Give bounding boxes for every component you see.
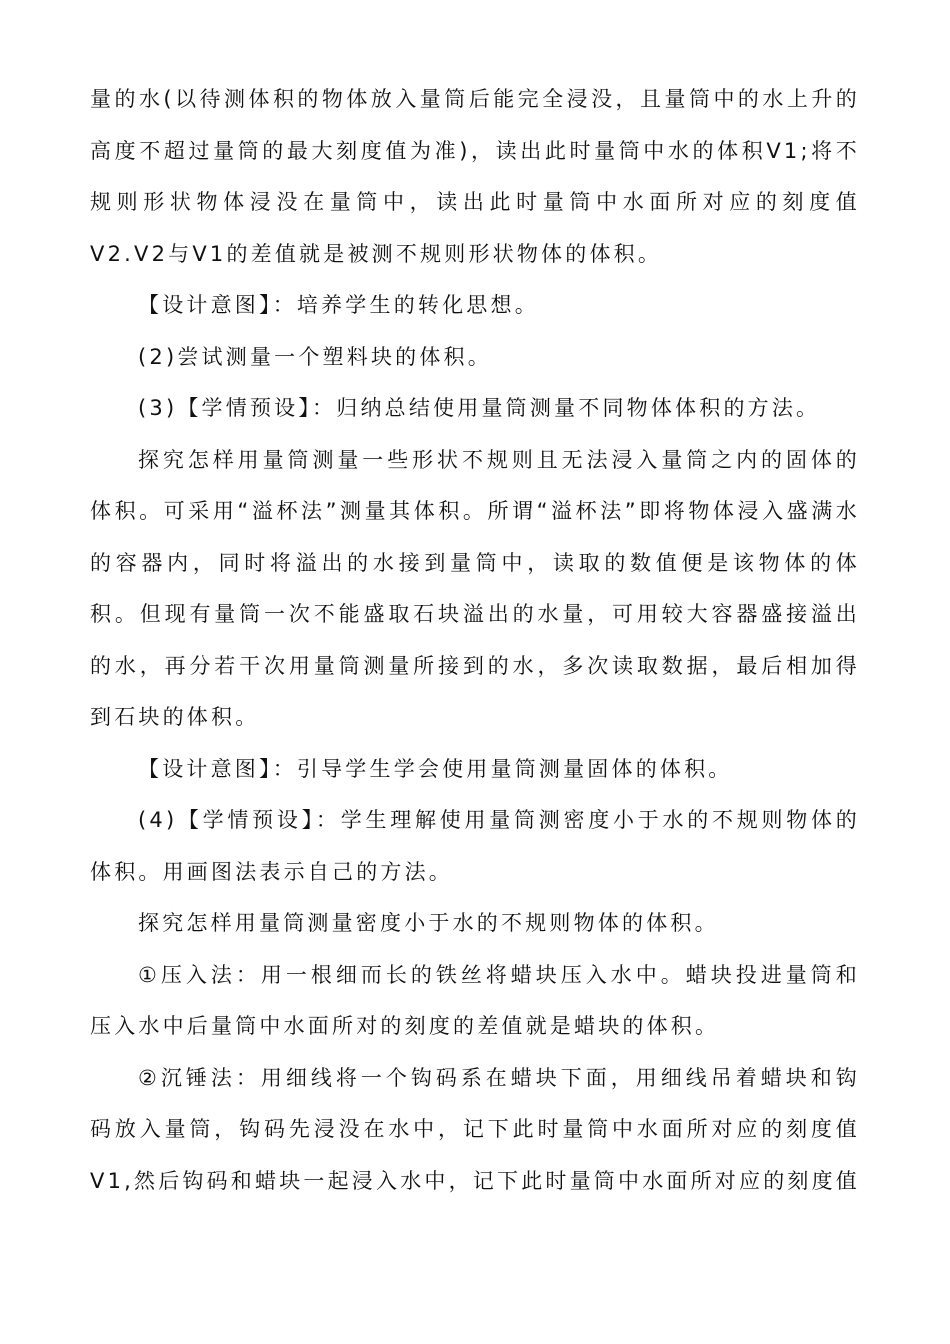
paragraph-design-intent-1: 【设计意图】：培养学生的转化思想。: [138, 293, 539, 317]
paragraph-sinker-method: ②沉锤法：用细线将一个钩码系在蜡块下面，用细线吊着蜡块和钩码放入量筒，钩码先浸没在水中，记下此时量筒中水面所对应的刻度值V1,然后钩码和蜡块一起浸入水中，记下此时量筒中水面所对应的刻度值: [90, 1065, 860, 1193]
paragraph-continuation: 量的水(以待测体积的物体放入量筒后能完全浸没，且量筒中的水上升的高度不超过量筒的最大刻度值为准)，读出此时量筒中水的体积V1;将不规则形状物体浸没在量筒中，读出此时量筒中水面所对应的刻度值V2.V2与V1的差值就是被测不规则形状物体的体积。: [90, 87, 860, 266]
paragraph-step-2: (2)尝试测量一个塑料块的体积。: [138, 344, 492, 369]
paragraph-step-4: (4)【学情预设】：学生理解使用量筒测密度小于水的不规则物体的体积。用画图法表示自己的方法。: [90, 808, 860, 884]
paragraph-design-intent-2: 【设计意图】：引导学生学会使用量筒测量固体的体积。: [138, 756, 733, 781]
paragraph-step-3: (3)【学情预设】：归纳总结使用量筒测量不同物体体积的方法。: [138, 396, 821, 420]
paragraph-overflow-method: 探究怎样用量筒测量一些形状不规则且无法浸入量筒之内的固体的体积。可采用“溢杯法”测量其体积。所谓“溢杯法”即将物体浸入盛满水的容器内，同时将溢出的水接到量筒中，读取的数值便是该物体的体积。但现有量筒一次不能盛取石块溢出的水量，可用较大容器盛接溢出的水，再分若干次用量筒测量所接到的水，多次读取数据，最后相加得到石块的体积。: [90, 447, 860, 729]
paragraph-explore-low-density: 探究怎样用量筒测量密度小于水的不规则物体的体积。: [138, 911, 719, 935]
document-page: [90, 74, 860, 1207]
paragraph-press-method: ①压入法：用一根细而长的铁丝将蜡块压入水中。蜡块投进量筒和压入水中后量筒中水面所对的刻度的差值就是蜡块的体积。: [90, 962, 860, 1038]
